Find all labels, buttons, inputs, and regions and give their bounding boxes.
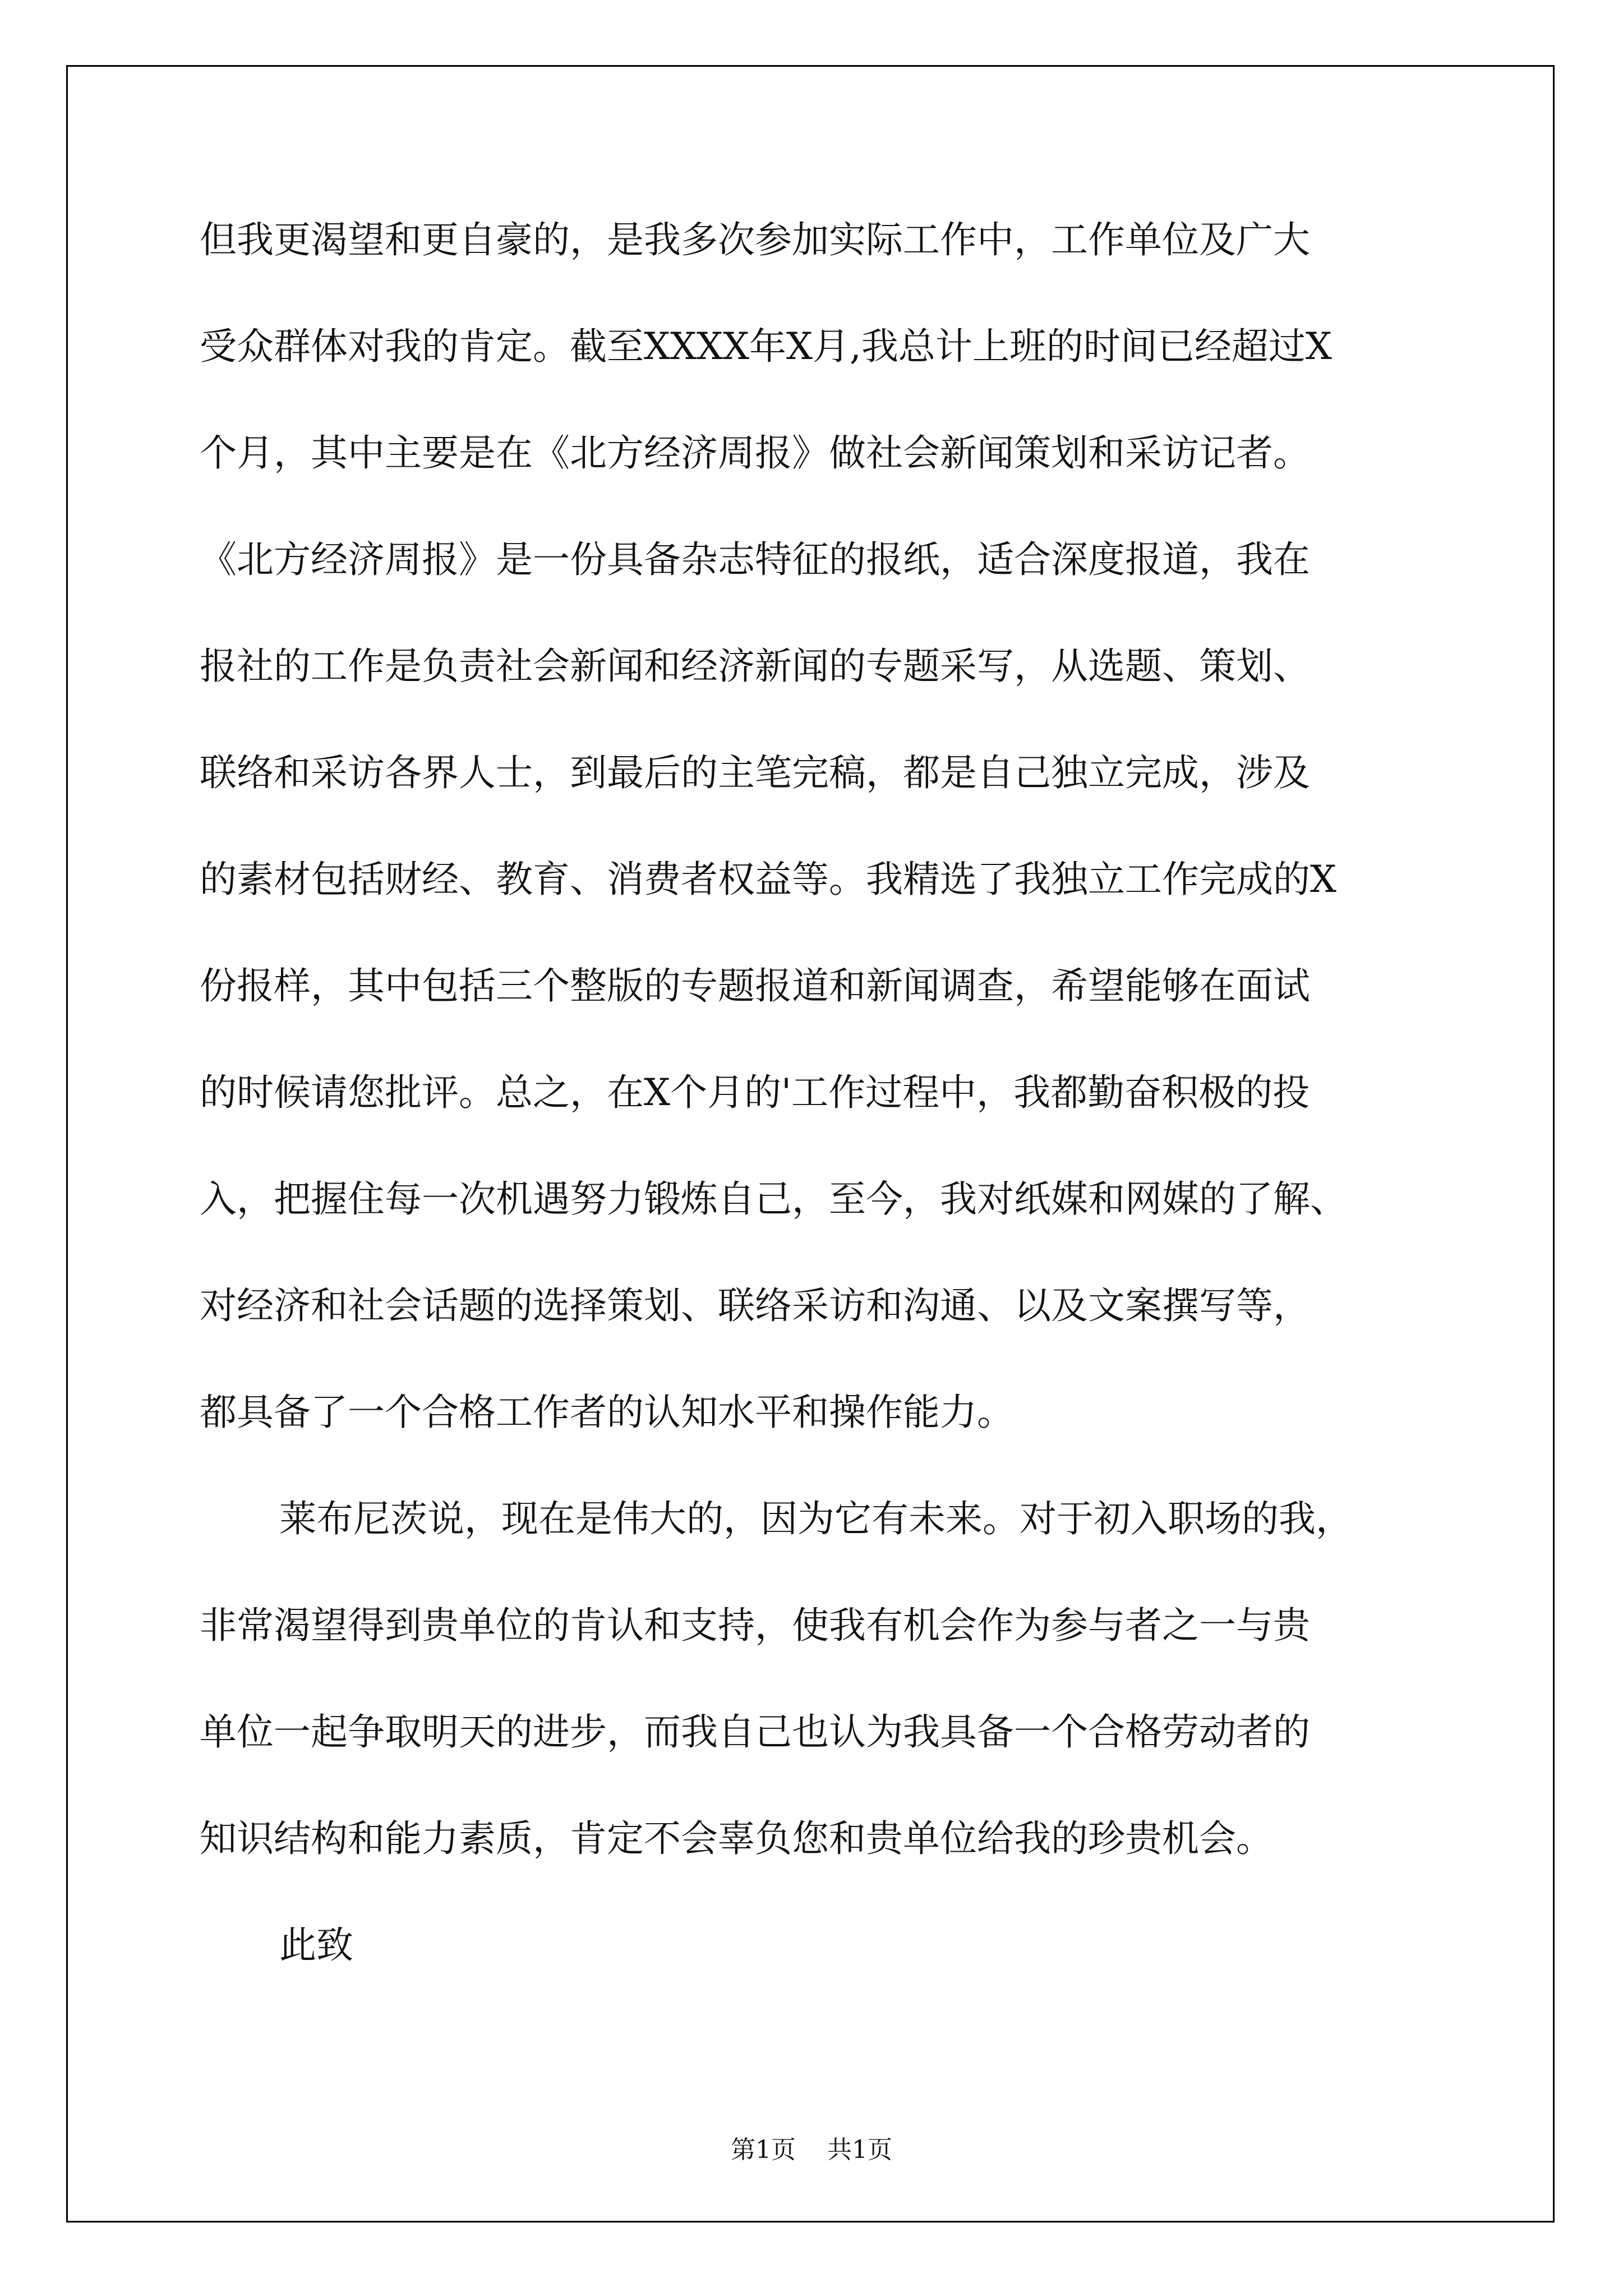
- text-line-5: 报社的工作是负责社会新闻和经济新闻的专题采写，从选题、策划、: [200, 645, 1310, 688]
- text-line-3: 个月，其中主要是在《北方经济周报》做社会新闻策划和采访记者。: [200, 431, 1310, 475]
- text-line-12: 都具备了一个合格工作者的认知水平和操作能力。: [200, 1391, 1014, 1434]
- text-line-14: 非常渴望得到贵单位的肯认和支持，使我有机会作为参与者之一与贵: [200, 1604, 1310, 1647]
- page-number-current: 第1页: [731, 2136, 796, 2164]
- text-line-7: 的素材包括财经、教育、消费者权益等。我精选了我独立工作完成的X: [200, 858, 1336, 901]
- page-frame: [66, 65, 1555, 2223]
- text-line-15: 单位一起争取明天的进步，而我自己也认为我具备一个合格劳动者的: [200, 1710, 1310, 1754]
- text-line-1: 但我更渴望和更自豪的，是我多次参加实际工作中，工作单位及广大: [200, 218, 1310, 261]
- page-number-total: 共1页: [827, 2136, 892, 2164]
- text-line-11: 对经济和社会话题的选择策划、联络采访和沟通、以及文案撰写等，: [200, 1284, 1310, 1327]
- text-line-9: 的时候请您批评。总之，在X个月的'工作过程中，我都勤奋积极的投: [200, 1071, 1310, 1114]
- text-line-10: 入，把握住每一次机遇努力锻炼自己，至今，我对纸媒和网媒的了解、: [200, 1177, 1347, 1221]
- text-line-4: 《北方经济周报》是一份具备杂志特征的报纸，适合深度报道，我在: [200, 538, 1310, 581]
- page-footer: [0, 2134, 1623, 2166]
- text-line-6: 联络和采访各界人士，到最后的主笔完稿，都是自己独立完成，涉及: [200, 751, 1310, 794]
- text-line-13: 莱布尼茨说，现在是伟大的，因为它有未来。对于初入职场的我，: [279, 1497, 1353, 1540]
- text-line-8: 份报样，其中包括三个整版的专题报道和新闻调查，希望能够在面试: [200, 964, 1310, 1007]
- text-line-2: 受众群体对我的肯定。截至XXXX年X月,我总计上班的时间已经超过X: [200, 325, 1332, 368]
- text-line-16: 知识结构和能力素质，肯定不会辜负您和贵单位给我的珍贵机会。: [200, 1817, 1273, 1860]
- closing-salutation: 此致: [279, 1924, 353, 1967]
